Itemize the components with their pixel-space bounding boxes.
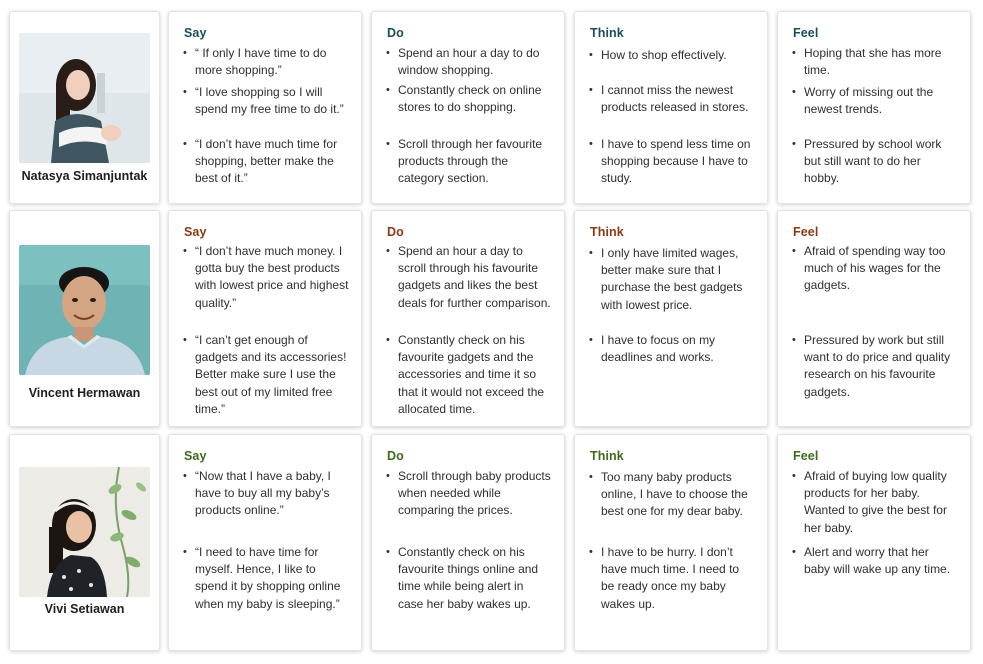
list-item: • Worry of missing out the newest trends. (792, 84, 958, 118)
do-heading: Do (387, 225, 404, 239)
list-item: • Scroll through baby products when needed while comparing the prices. (386, 468, 552, 520)
list-item: • Too many baby products online, I have to choose the best one for my dear baby. (589, 469, 755, 521)
say-card (168, 11, 362, 204)
do-card (371, 434, 565, 651)
feel-card (777, 11, 971, 204)
persona-card-natasya (9, 11, 160, 204)
feel-heading: Feel (793, 225, 819, 239)
list-item: • “I don’t have much time for shopping, better make the best of it.” (183, 136, 349, 188)
list-item: • “I need to have time for myself. Hence, I like to spend it by shopping online when my baby is sleeping.” (183, 544, 349, 613)
list-item: • “I can’t get enough of gadgets and its accessories! Better make sure I use the best out of my limited free time.” (183, 332, 349, 418)
persona-name: Vincent Hermawan (28, 386, 141, 400)
list-item: • I cannot miss the newest products released in stores. (589, 82, 755, 116)
say-heading: Say (184, 449, 207, 463)
feel-card (777, 434, 971, 651)
do-heading: Do (387, 26, 404, 40)
think-card (574, 434, 768, 651)
do-card (371, 210, 565, 427)
think-heading: Think (590, 26, 624, 40)
list-item: • How to shop effectively. (589, 47, 755, 64)
list-item: • I only have limited wages, better make sure that I purchase the best gadgets with lowest price. (589, 245, 755, 314)
woman-portrait-photo (19, 33, 150, 163)
persona-name: Vivi Setiawan (44, 602, 125, 616)
list-item: • I have to be hurry. I don’t have much time. I need to be ready once my baby wakes up. (589, 544, 755, 613)
man-portrait-photo (19, 245, 150, 375)
persona-card-vivi (9, 434, 160, 651)
persona-card-vincent (9, 210, 160, 427)
persona-name: Natasya Simanjuntak (21, 169, 148, 183)
feel-heading: Feel (793, 26, 819, 40)
list-item: • Constantly check on online stores to do shopping. (386, 82, 552, 116)
do-heading: Do (387, 449, 404, 463)
list-item: • “ If only I have time to do more shopping.” (183, 45, 349, 79)
say-card (168, 210, 362, 427)
think-card (574, 11, 768, 204)
list-item: • I have to focus on my deadlines and works. (589, 332, 755, 366)
list-item: • Alert and worry that her baby will wake up any time. (792, 544, 958, 578)
list-item: • Hoping that she has more time. (792, 45, 958, 79)
list-item: • Constantly check on his favourite things online and time while being alert in case her baby wakes up. (386, 544, 552, 613)
say-card (168, 434, 362, 651)
say-heading: Say (184, 26, 207, 40)
think-heading: Think (590, 225, 624, 239)
list-item: • Afraid of buying low quality products for her baby. Wanted to give the best for her baby. (792, 468, 958, 537)
young-mother-portrait-photo (19, 467, 150, 597)
do-card (371, 11, 565, 204)
list-item: • Afraid of spending way too much of his wages for the gadgets. (792, 243, 958, 295)
feel-heading: Feel (793, 449, 819, 463)
list-item: • Spend an hour a day to do window shopping. (386, 45, 552, 79)
list-item: • Pressured by school work but still want to do her hobby. (792, 136, 958, 188)
think-card (574, 210, 768, 427)
list-item: • Scroll through her favourite products through the category section. (386, 136, 552, 188)
list-item: • I have to spend less time on shopping because I have to study. (589, 136, 755, 188)
list-item: • Pressured by work but still want to do price and quality research on his favourite gadgets. (792, 332, 958, 401)
list-item: • Constantly check on his favourite gadgets and the accessories and time it so that it would not exceed the allocated time. (386, 332, 552, 418)
say-heading: Say (184, 225, 207, 239)
list-item: • Spend an hour a day to scroll through his favourite gadgets and likes the best deals for further comparison. (386, 243, 552, 312)
list-item: • “I don’t have much money. I gotta buy the best products with lowest price and highest quality.” (183, 243, 349, 312)
list-item: • “I love shopping so I will spend my free time to do it.” (183, 84, 349, 118)
list-item: • “Now that I have a baby, I have to buy all my baby’s products online.” (183, 468, 349, 520)
think-heading: Think (590, 449, 624, 463)
feel-card (777, 210, 971, 427)
